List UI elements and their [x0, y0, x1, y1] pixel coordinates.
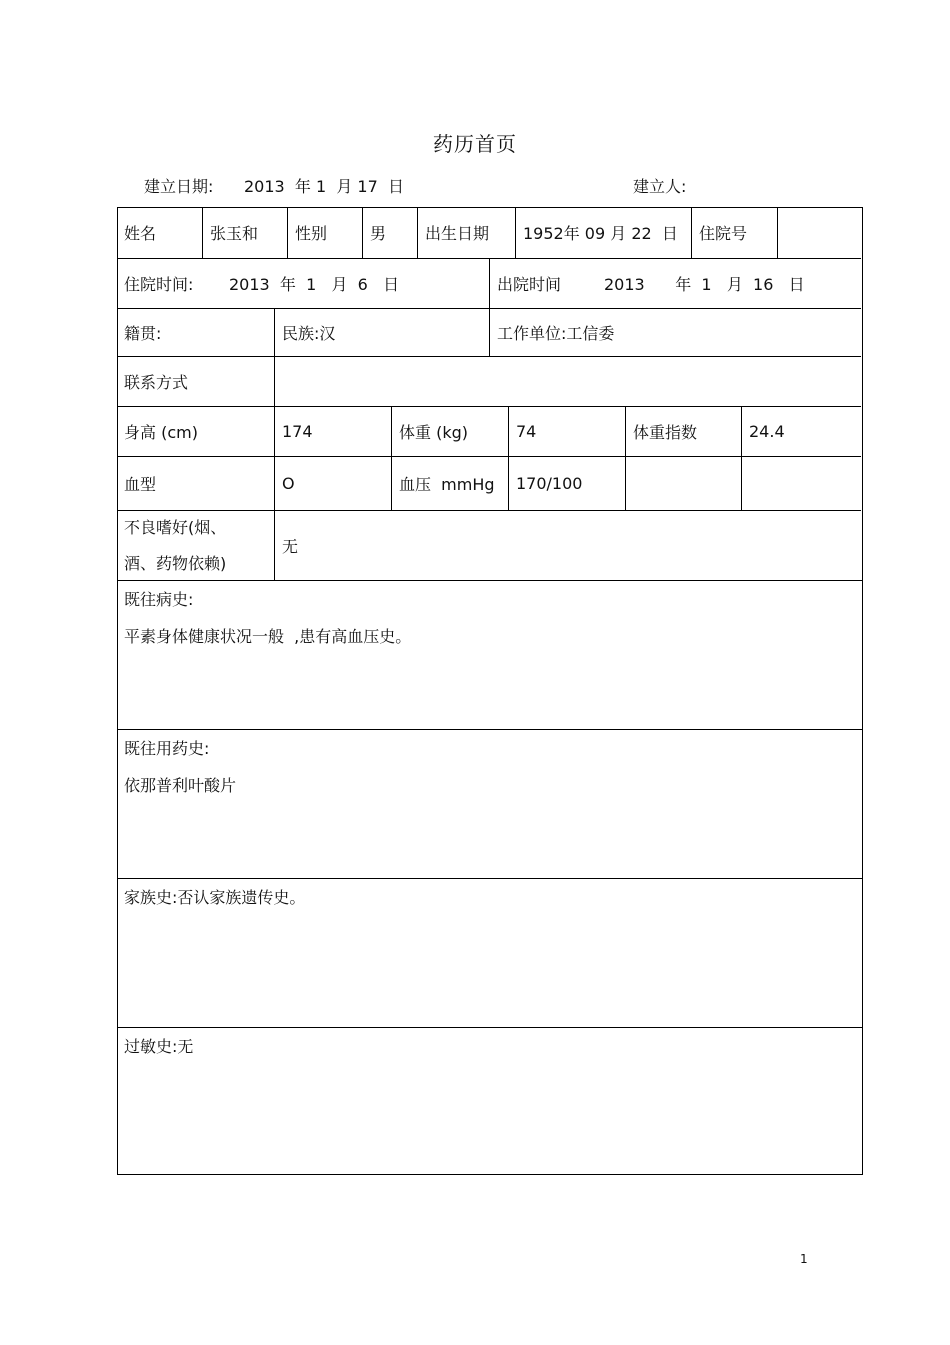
bp-label: 血压 mmHg	[391, 457, 508, 510]
row-habits	[117, 510, 861, 580]
name-value: 张玉和	[202, 207, 287, 258]
discharge-value: 2013 年 1 月 16 日	[604, 275, 805, 294]
bmi-value: 24.4	[741, 407, 861, 456]
medication-history-text: 依那普利叶酸片	[124, 776, 237, 795]
page-number: 1	[800, 1252, 808, 1266]
ethnicity: 民族:汉	[274, 309, 489, 356]
medication-history-section	[117, 729, 863, 878]
contact-value	[274, 357, 861, 406]
contact-label: 联系方式	[124, 373, 189, 392]
past-history-text: 平素身体健康状况一般 ,患有高血压史。	[124, 627, 412, 646]
allergy-history-section	[117, 1027, 863, 1175]
date-value: 2013 年 1 月 17 日	[244, 177, 404, 196]
past-history-section	[117, 580, 863, 729]
blood-type-label: 血型	[124, 475, 157, 494]
row-body-measures	[117, 406, 861, 456]
height-label: 身高 (cm)	[124, 423, 198, 442]
habits-label	[117, 511, 274, 580]
creator-label: 建立人:	[633, 177, 687, 196]
gender-value: 男	[362, 207, 417, 258]
admission-no-label: 住院号	[691, 207, 777, 258]
habits-value: 无	[274, 511, 861, 580]
empty-cell	[741, 457, 861, 510]
weight-label: 体重 (kg)	[391, 407, 508, 456]
height-value: 174	[274, 407, 391, 456]
admit-time-value: 2013 年 1 月 6 日	[229, 275, 400, 294]
origin-label: 籍贯:	[124, 324, 162, 343]
admit-time-label: 住院时间:	[124, 275, 194, 294]
row-hospital-dates	[117, 258, 861, 308]
bmi-label: 体重指数	[625, 407, 741, 456]
allergy-history-text: 过敏史:无	[124, 1037, 194, 1056]
bp-value: 170/100	[508, 457, 625, 510]
weight-value: 74	[508, 407, 625, 456]
row-blood	[117, 456, 861, 510]
discharge-label: 出院时间	[489, 259, 597, 308]
past-history-label: 既往病史:	[124, 590, 194, 609]
family-history-section	[117, 878, 863, 1027]
habits-label-line1: 不良嗜好(烟、	[124, 517, 227, 537]
row-basic-info	[117, 207, 861, 258]
name-label: 姓名	[124, 224, 157, 243]
birth-label: 出生日期	[417, 207, 515, 258]
habits-label-line2: 酒、药物依赖)	[124, 553, 227, 573]
birth-value: 1952年 09 月 22 日	[515, 207, 691, 258]
row-contact	[117, 356, 861, 406]
blood-type-value: O	[274, 457, 391, 510]
gender-label: 性别	[287, 207, 362, 258]
page-title: 药历首页	[433, 132, 517, 156]
empty-cell	[625, 457, 741, 510]
admission-no-value	[777, 207, 861, 258]
medication-history-label: 既往用药史:	[124, 739, 210, 758]
row-origin	[117, 308, 861, 356]
date-label: 建立日期:	[144, 177, 214, 196]
family-history-text: 家族史:否认家族遗传史。	[124, 888, 306, 907]
workplace: 工作单位:工信委	[489, 309, 861, 356]
